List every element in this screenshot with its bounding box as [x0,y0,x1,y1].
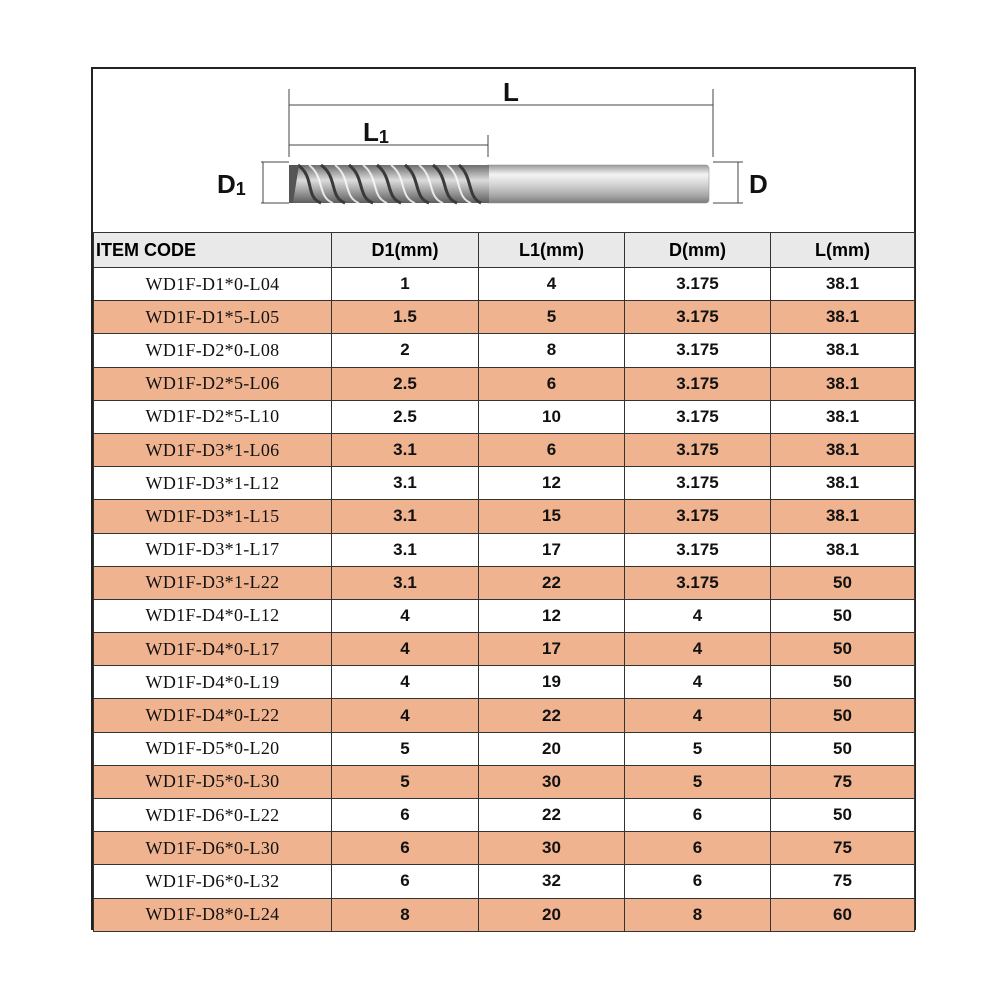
l-cell: 38.1 [771,467,915,500]
table-row [94,865,915,898]
header-d1: D1(mm) [332,233,479,268]
header-d: D(mm) [625,233,771,268]
d-cell: 4 [625,633,771,666]
item-code-cell: WD1F-D4*0-L22 [94,699,332,732]
cutting-diameter-dimension [217,162,289,203]
item-code-cell: WD1F-D6*0-L30 [94,832,332,865]
shank-diameter-dimension [713,162,768,203]
l1-cell: 20 [479,732,625,765]
d1-cell: 6 [332,799,479,832]
end-mill-drawing [93,69,914,232]
d1-cell: 8 [332,898,479,931]
l1-cell: 12 [479,467,625,500]
d1-cell: 2.5 [332,400,479,433]
d-cell: 3.175 [625,566,771,599]
l1-cell: 10 [479,400,625,433]
cutting-diameter-label: D1 [217,169,246,199]
l1-cell: 6 [479,367,625,400]
d1-cell: 2.5 [332,367,479,400]
table-row [94,566,915,599]
d-cell: 3.175 [625,433,771,466]
table-header-row [94,233,915,268]
d-cell: 6 [625,865,771,898]
l-cell: 50 [771,633,915,666]
table-row [94,533,915,566]
item-code-cell: WD1F-D6*0-L32 [94,865,332,898]
d-cell: 3.175 [625,367,771,400]
d-cell: 4 [625,699,771,732]
l1-cell: 22 [479,799,625,832]
d-cell: 5 [625,765,771,798]
d-cell: 6 [625,799,771,832]
item-code-cell: WD1F-D3*1-L22 [94,566,332,599]
item-code-cell: WD1F-D2*5-L06 [94,367,332,400]
d1-cell: 1 [332,268,479,301]
d-cell: 5 [625,732,771,765]
l-cell: 50 [771,666,915,699]
table-row [94,633,915,666]
d-cell: 3.175 [625,500,771,533]
d1-cell: 5 [332,732,479,765]
table-row [94,765,915,798]
length-label: L [503,77,519,107]
d1-cell: 1.5 [332,301,479,334]
header-l1: L1(mm) [479,233,625,268]
l1-cell: 15 [479,500,625,533]
d-cell: 8 [625,898,771,931]
d1-cell: 3.1 [332,433,479,466]
l-cell: 75 [771,832,915,865]
table-row [94,898,915,931]
l-cell: 38.1 [771,301,915,334]
item-code-cell: WD1F-D5*0-L20 [94,732,332,765]
table-row [94,268,915,301]
l-cell: 50 [771,599,915,632]
table-row [94,732,915,765]
l-cell: 38.1 [771,500,915,533]
d1-cell: 6 [332,865,479,898]
header-l: L(mm) [771,233,915,268]
d-cell: 4 [625,666,771,699]
d-cell: 3.175 [625,533,771,566]
l1-cell: 17 [479,533,625,566]
d1-cell: 3.1 [332,566,479,599]
d-cell: 3.175 [625,301,771,334]
item-code-cell: WD1F-D4*0-L12 [94,599,332,632]
l1-cell: 30 [479,765,625,798]
l-cell: 38.1 [771,400,915,433]
d1-cell: 2 [332,334,479,367]
l1-cell: 22 [479,566,625,599]
spec-sheet-frame [91,67,916,930]
table-row [94,433,915,466]
l1-cell: 22 [479,699,625,732]
l-cell: 38.1 [771,433,915,466]
item-code-cell: WD1F-D3*1-L15 [94,500,332,533]
item-code-cell: WD1F-D4*0-L19 [94,666,332,699]
cutting-length-label: L1 [363,117,389,147]
l1-cell: 4 [479,268,625,301]
l1-cell: 20 [479,898,625,931]
item-code-cell: WD1F-D8*0-L24 [94,898,332,931]
table-row [94,367,915,400]
table-row [94,334,915,367]
l-cell: 50 [771,699,915,732]
item-code-cell: WD1F-D6*0-L22 [94,799,332,832]
end-mill-tool [289,165,709,203]
l1-cell: 6 [479,433,625,466]
d-cell: 3.175 [625,334,771,367]
table-row [94,400,915,433]
d-cell: 4 [625,599,771,632]
item-code-cell: WD1F-D1*0-L04 [94,268,332,301]
item-code-cell: WD1F-D4*0-L17 [94,633,332,666]
l-cell: 38.1 [771,268,915,301]
l1-cell: 8 [479,334,625,367]
item-code-cell: WD1F-D3*1-L12 [94,467,332,500]
l-cell: 50 [771,732,915,765]
dimension-diagram [93,69,914,234]
l1-cell: 32 [479,865,625,898]
item-code-cell: WD1F-D1*5-L05 [94,301,332,334]
table-row [94,799,915,832]
table-row [94,467,915,500]
d1-cell: 4 [332,633,479,666]
l1-cell: 5 [479,301,625,334]
l-cell: 75 [771,765,915,798]
l1-cell: 17 [479,633,625,666]
item-code-cell: WD1F-D3*1-L06 [94,433,332,466]
table-row [94,301,915,334]
d-cell: 3.175 [625,268,771,301]
d-cell: 3.175 [625,400,771,433]
item-code-cell: WD1F-D3*1-L17 [94,533,332,566]
l1-cell: 30 [479,832,625,865]
l-cell: 38.1 [771,367,915,400]
d1-cell: 4 [332,666,479,699]
table-row [94,599,915,632]
item-code-cell: WD1F-D2*5-L10 [94,400,332,433]
d1-cell: 4 [332,699,479,732]
specification-table [93,232,915,932]
cutting-length-dimension [289,117,488,157]
d-cell: 6 [625,832,771,865]
l-cell: 38.1 [771,533,915,566]
table-row [94,666,915,699]
d1-cell: 3.1 [332,500,479,533]
tool-shank [485,165,709,203]
d-cell: 3.175 [625,467,771,500]
d1-cell: 4 [332,599,479,632]
header-item-code: ITEM CODE [94,233,332,268]
table-row [94,832,915,865]
d1-cell: 3.1 [332,533,479,566]
table-row [94,500,915,533]
l-cell: 75 [771,865,915,898]
d1-cell: 5 [332,765,479,798]
l-cell: 50 [771,566,915,599]
item-code-cell: WD1F-D5*0-L30 [94,765,332,798]
l-cell: 60 [771,898,915,931]
d1-cell: 3.1 [332,467,479,500]
shank-diameter-label: D [749,169,768,199]
l-cell: 38.1 [771,334,915,367]
l1-cell: 12 [479,599,625,632]
l1-cell: 19 [479,666,625,699]
item-code-cell: WD1F-D2*0-L08 [94,334,332,367]
l-cell: 50 [771,799,915,832]
d1-cell: 6 [332,832,479,865]
table-row [94,699,915,732]
